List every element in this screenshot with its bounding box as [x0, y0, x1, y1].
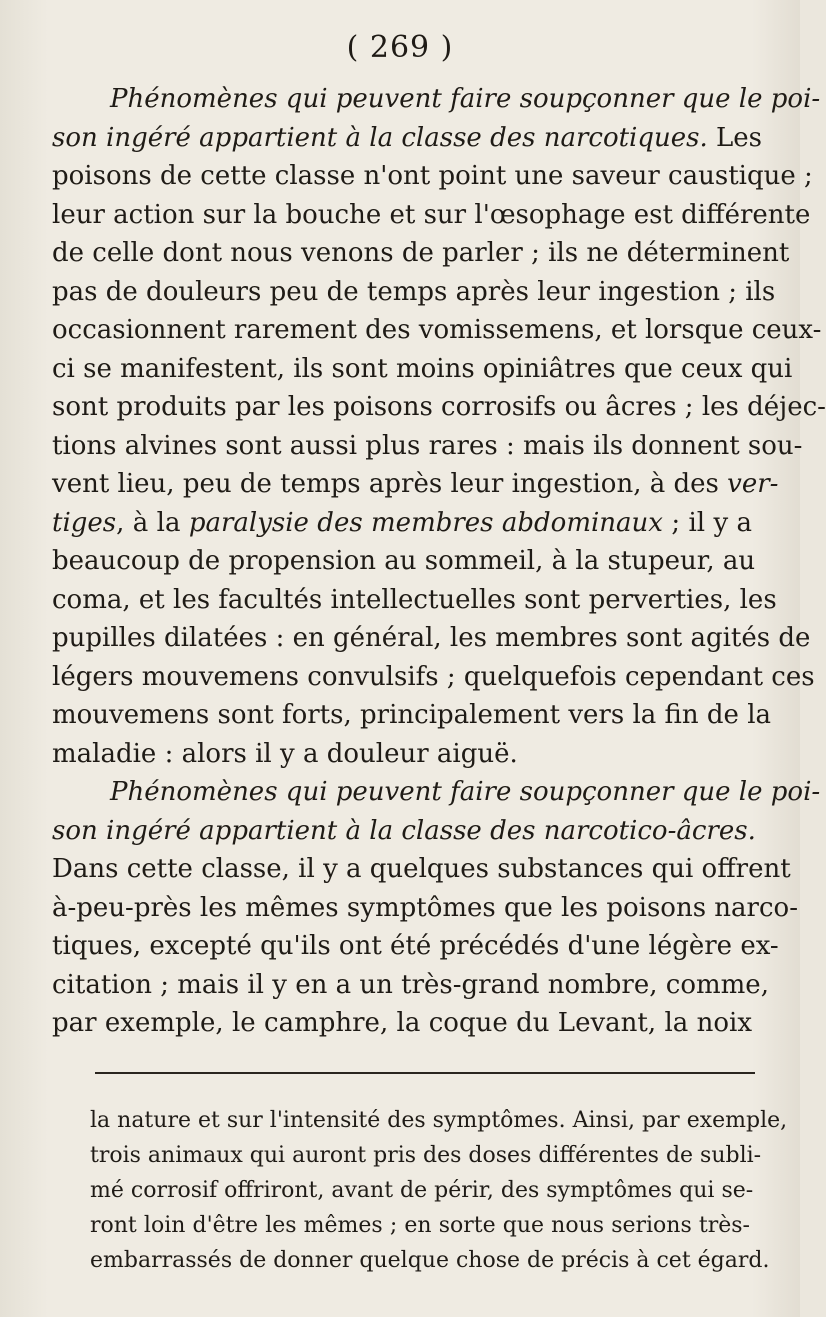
text-line — [52, 350, 793, 389]
text-segment: leur action sur la bouche et sur l'œsophage est différente — [52, 199, 811, 230]
text-segment: mouvemens sont forts, principalement vers la fin de la — [52, 700, 772, 730]
italic-text: tiges — [52, 507, 117, 538]
text-segment: pupilles dilatées : en général, les membres sont agités de — [52, 623, 811, 653]
text-segment: , à la — [116, 507, 189, 538]
page-number: ( 269 ) — [346, 30, 454, 65]
text-segment: vent lieu, peu de temps après leur ingestion, à des — [52, 469, 728, 499]
footnote-line: ront loin d'être les mêmes ; en sorte que nous serions très- — [90, 1213, 750, 1238]
text-line — [52, 735, 752, 774]
text-line — [52, 273, 776, 312]
text-line — [52, 311, 822, 350]
text-line — [52, 427, 803, 466]
footnote-line: trois animaux qui auront pris des doses différentes de subli- — [90, 1143, 762, 1168]
text-line — [52, 696, 772, 735]
text-line — [52, 119, 763, 158]
text-line — [52, 658, 815, 697]
text-segment: citation ; mais il y en a un très-grand nombre, comme, — [52, 969, 769, 1000]
text-segment: poisons de cette classe n'ont point une saveur caustique ; — [52, 161, 813, 191]
text-line — [52, 542, 756, 581]
text-segment: tiques, excepté qu'ils ont été précédés d'une légère ex- — [52, 931, 779, 961]
text-line — [52, 234, 790, 273]
text-line — [52, 1004, 752, 1043]
text-segment: maladie : alors il y a douleur aiguë. — [52, 738, 518, 769]
text-line — [52, 927, 779, 966]
text-line — [52, 465, 779, 504]
text-line — [52, 966, 769, 1005]
text-line — [52, 581, 777, 620]
text-segment: légers mouvemens convulsifs ; quelquefois cependant ces — [52, 661, 815, 692]
text-line — [52, 773, 821, 812]
text-line — [52, 850, 791, 889]
text-line — [52, 157, 813, 196]
italic-text: son ingéré appartient à la classe des narcotico-âcres. — [52, 815, 756, 846]
text-segment: Les — [707, 122, 763, 153]
footnote-line: la nature et sur l'intensité des symptômes. Ainsi, par exemple, — [90, 1108, 788, 1133]
text-line — [52, 80, 821, 119]
text-segment: à-peu-près les mêmes symptômes que les poisons narco- — [52, 892, 798, 923]
text-line — [52, 619, 811, 658]
text-segment: par exemple, le camphre, la coque du Levant, la noix — [52, 1008, 752, 1038]
text-segment: Dans cette classe, il y a quelques substances qui offrent — [52, 854, 791, 884]
footnote-text — [90, 1103, 788, 1278]
text-segment: ; il y a — [662, 507, 752, 538]
text-line — [52, 504, 752, 543]
text-segment: sont produits par les poisons corrosifs ou âcres ; les déjec- — [52, 392, 826, 422]
text-segment: tions alvines sont aussi plus rares : mais ils donnent sou- — [52, 430, 803, 461]
footnote-line: mé corrosif offriront, avant de périr, des symptômes qui se- — [90, 1178, 754, 1203]
italic-text: son ingéré appartient à la classe des narcotiques. — [52, 122, 708, 153]
text-segment: coma, et les facultés intellectuelles sont perverties, les — [52, 584, 777, 615]
text-segment: occasionnent rarement des vomissemens, et lorsque ceux- — [52, 315, 822, 345]
footnote-rule — [95, 1072, 755, 1074]
italic-text: Phénomènes qui peuvent faire soupçonner que le poi- — [110, 84, 821, 114]
main-text — [52, 80, 826, 1043]
text-line — [52, 388, 826, 427]
text-segment: de celle dont nous venons de parler ; ils ne déterminent — [52, 238, 790, 268]
text-line — [52, 812, 756, 851]
text-line — [52, 889, 798, 928]
footnote-line: embarrassés de donner quelque chose de précis à cet égard. — [90, 1248, 770, 1273]
text-segment: ci se manifestent, ils sont moins opiniâtres que ceux qui — [52, 353, 793, 384]
text-line — [52, 196, 811, 235]
italic-text: paralysie des membres abdominaux — [188, 507, 663, 538]
italic-text: Phénomènes qui peuvent faire soupçonner que le poi- — [110, 777, 821, 807]
italic-text: ver- — [727, 469, 779, 499]
text-segment: pas de douleurs peu de temps après leur ingestion ; ils — [52, 276, 776, 307]
text-segment: beaucoup de propension au sommeil, à la stupeur, au — [52, 546, 756, 576]
